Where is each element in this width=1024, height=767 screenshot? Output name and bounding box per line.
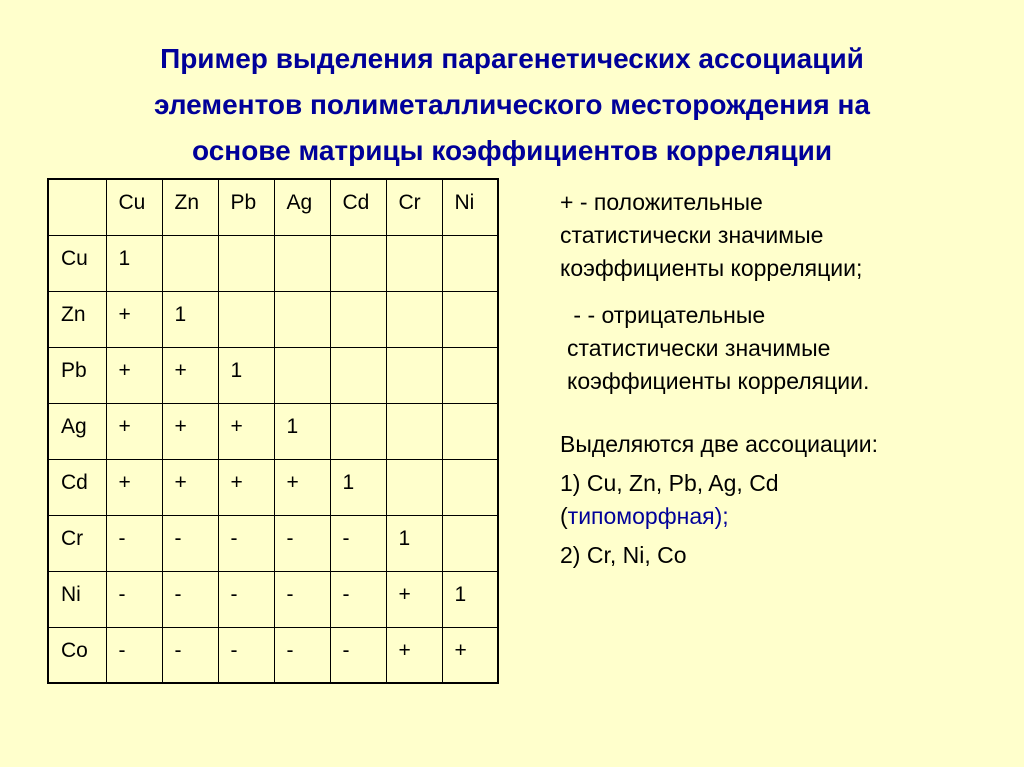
matrix-cell: + bbox=[106, 459, 162, 515]
matrix-cell: - bbox=[162, 571, 218, 627]
matrix-cell: + bbox=[106, 291, 162, 347]
correlation-matrix bbox=[47, 178, 499, 684]
matrix-cell bbox=[330, 291, 386, 347]
association-1-elements: 1) Cu, Zn, Pb, Ag, Cd bbox=[560, 470, 779, 496]
matrix-cell: + bbox=[162, 403, 218, 459]
matrix-cell: 1 bbox=[162, 291, 218, 347]
matrix-cell bbox=[386, 459, 442, 515]
matrix-row bbox=[48, 571, 498, 627]
negative-legend-line-1: - - отрицательные bbox=[567, 302, 766, 328]
matrix-row-header: Ag bbox=[48, 403, 106, 459]
matrix-cell bbox=[218, 235, 274, 291]
matrix-cell: 1 bbox=[218, 347, 274, 403]
matrix-header-row bbox=[48, 179, 498, 235]
matrix-row-header: Pb bbox=[48, 347, 106, 403]
negative-legend-line-3: коэффициенты корреляции. bbox=[567, 368, 870, 394]
matrix-cell: - bbox=[106, 571, 162, 627]
matrix-cell: - bbox=[218, 571, 274, 627]
association-2: 2) Cr, Ni, Co bbox=[560, 542, 687, 568]
negative-legend-line-2: статистически значимые bbox=[567, 335, 831, 361]
matrix-cell bbox=[330, 347, 386, 403]
matrix-cell: + bbox=[218, 403, 274, 459]
matrix-cell bbox=[442, 515, 498, 571]
matrix-column-header: Cr bbox=[386, 179, 442, 235]
matrix-cell bbox=[442, 403, 498, 459]
matrix-cell: + bbox=[162, 459, 218, 515]
matrix-cell: - bbox=[330, 627, 386, 683]
title-line-3: основе матрицы коэффициентов корреляции bbox=[191, 135, 833, 166]
matrix-row-header: Co bbox=[48, 627, 106, 683]
positive-legend bbox=[560, 186, 1000, 285]
matrix-cell: - bbox=[330, 571, 386, 627]
matrix-cell: 1 bbox=[274, 403, 330, 459]
matrix-cell: - bbox=[330, 515, 386, 571]
matrix-cell: 1 bbox=[330, 459, 386, 515]
matrix-cell: - bbox=[106, 515, 162, 571]
matrix-cell bbox=[386, 291, 442, 347]
matrix-cell bbox=[274, 347, 330, 403]
positive-legend-line-2: статистически значимые bbox=[560, 222, 824, 248]
matrix-cell: + bbox=[106, 347, 162, 403]
matrix-cell: - bbox=[218, 627, 274, 683]
matrix-cell: - bbox=[106, 627, 162, 683]
matrix-cell: - bbox=[218, 515, 274, 571]
matrix-row-header: Cd bbox=[48, 459, 106, 515]
matrix-cell: + bbox=[274, 459, 330, 515]
matrix-cell: 1 bbox=[386, 515, 442, 571]
matrix-cell bbox=[330, 235, 386, 291]
matrix-corner-cell bbox=[48, 179, 106, 235]
matrix-cell: + bbox=[386, 571, 442, 627]
typomorphic-label: типоморфная); bbox=[567, 503, 729, 529]
matrix-row-header: Zn bbox=[48, 291, 106, 347]
matrix-row-header: Cr bbox=[48, 515, 106, 571]
matrix-cell bbox=[442, 459, 498, 515]
matrix-column-header: Cd bbox=[330, 179, 386, 235]
matrix-cell: - bbox=[162, 627, 218, 683]
matrix-column-header: Cu bbox=[106, 179, 162, 235]
matrix-row bbox=[48, 291, 498, 347]
matrix-cell: + bbox=[162, 347, 218, 403]
matrix-row bbox=[48, 235, 498, 291]
matrix-row-header: Ni bbox=[48, 571, 106, 627]
associations-intro: Выделяются две ассоциации: bbox=[560, 431, 879, 457]
matrix-row-header: Cu bbox=[48, 235, 106, 291]
matrix-cell: - bbox=[274, 571, 330, 627]
matrix-row bbox=[48, 515, 498, 571]
matrix-column-header: Zn bbox=[162, 179, 218, 235]
slide-title bbox=[40, 36, 984, 174]
association-1-paren: ( bbox=[560, 503, 568, 529]
association-1 bbox=[560, 467, 1000, 533]
matrix-row bbox=[48, 627, 498, 683]
matrix-cell bbox=[330, 403, 386, 459]
matrix-cell: - bbox=[274, 515, 330, 571]
legend-notes bbox=[560, 186, 1000, 572]
matrix-cell: + bbox=[218, 459, 274, 515]
matrix-cell: + bbox=[386, 627, 442, 683]
matrix-column-header: Pb bbox=[218, 179, 274, 235]
matrix-column-header: Ag bbox=[274, 179, 330, 235]
matrix-cell: + bbox=[442, 627, 498, 683]
matrix-cell bbox=[386, 403, 442, 459]
matrix-row bbox=[48, 403, 498, 459]
matrix-cell: - bbox=[162, 515, 218, 571]
matrix-row bbox=[48, 459, 498, 515]
matrix-cell bbox=[386, 347, 442, 403]
positive-legend-line-1: + - положительные bbox=[560, 189, 763, 215]
matrix-cell bbox=[274, 235, 330, 291]
matrix-cell bbox=[218, 291, 274, 347]
matrix-cell: 1 bbox=[106, 235, 162, 291]
negative-legend bbox=[560, 299, 1000, 398]
matrix-column-header: Ni bbox=[442, 179, 498, 235]
matrix-cell: + bbox=[106, 403, 162, 459]
matrix-cell bbox=[442, 235, 498, 291]
positive-legend-line-3: коэффициенты корреляции; bbox=[560, 255, 863, 281]
matrix-cell bbox=[386, 235, 442, 291]
matrix-cell bbox=[442, 291, 498, 347]
matrix-cell: - bbox=[274, 627, 330, 683]
matrix-cell bbox=[442, 347, 498, 403]
matrix-cell bbox=[274, 291, 330, 347]
matrix-cell: 1 bbox=[442, 571, 498, 627]
title-line-2: элементов полиметаллического месторождения на bbox=[154, 89, 870, 120]
matrix-cell bbox=[162, 235, 218, 291]
matrix-row bbox=[48, 347, 498, 403]
title-line-1: Пример выделения парагенетических ассоциаций bbox=[160, 43, 864, 74]
association-1-type bbox=[560, 500, 1000, 533]
